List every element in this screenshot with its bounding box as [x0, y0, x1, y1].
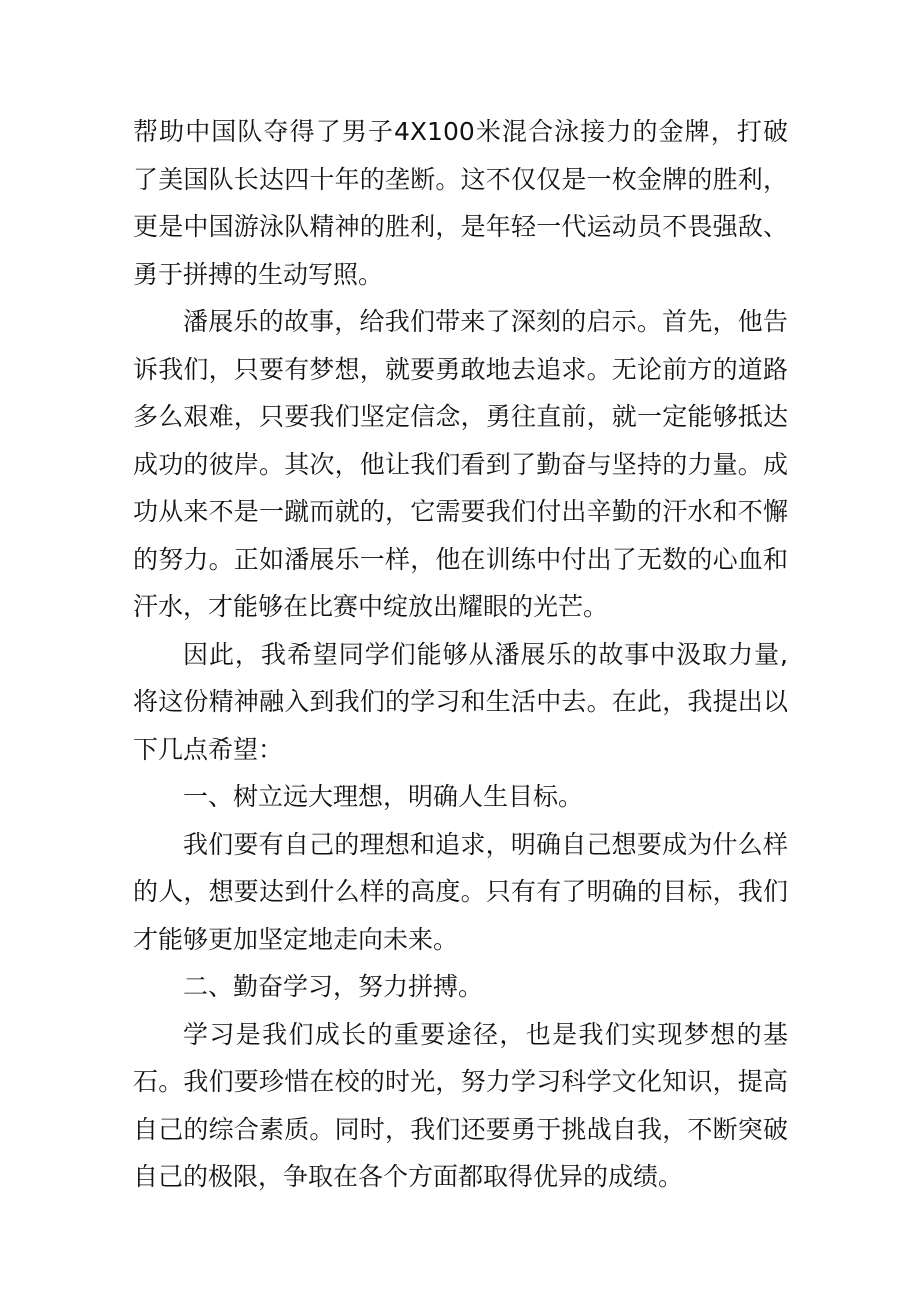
paragraph-point-one-heading: 一、树立远大理想，明确人生目标。 [183, 782, 584, 811]
paragraph-point-two-heading: 二、勤奋学习，努力拼搏。 [183, 972, 484, 1001]
paragraph-inspiration: 潘展乐的故事，给我们带来了深刻的启示。首先，他告诉我们，只要有梦想，就要勇敢地去追求。无论前方的道路多么艰难，只要我们坚定信念，勇往直前，就一定能够抵达成功的彼岸。其次，他让我们看到了勤奋与坚持的力量。成功从来不是一蹴而就的，它需要我们付出辛勤的汗水和不懈的努力。正如潘展乐一样，他在训练中付出了无数的心血和汗水，才能够在比赛中绽放出耀眼的光芒。 [133, 307, 788, 621]
paragraph-point-one-body: 我们要有自己的理想和追求，明确自己想要成为什么样的人，想要达到什么样的高度。只有有了明确的目标，我们才能够更加坚定地走向未来。 [133, 829, 788, 954]
paragraph-hope-intro: 因此，我希望同学们能够从潘展乐的故事中汲取力量,将这份精神融入到我们的学习和生活中去。在此，我提出以下几点希望： [133, 639, 788, 764]
paragraph-point-two-body: 学习是我们成长的重要途径，也是我们实现梦想的基石。我们要珍惜在校的时光，努力学习科学文化知识，提高自己的综合素质。同时，我们还要勇于挑战自我，不断突破自己的极限，争取在各个方面都取得优异的成绩。 [133, 1019, 788, 1191]
document-body [133, 108, 788, 1201]
paragraph-continuation: 帮助中国队夺得了男子4X100米混合泳接力的金牌，打破了美国队长达四十年的垄断。这不仅仅是一枚金牌的胜利，更是中国游泳队精神的胜利，是年轻一代运动员不畏强敌、勇于拼搏的生动写照。 [133, 117, 788, 289]
